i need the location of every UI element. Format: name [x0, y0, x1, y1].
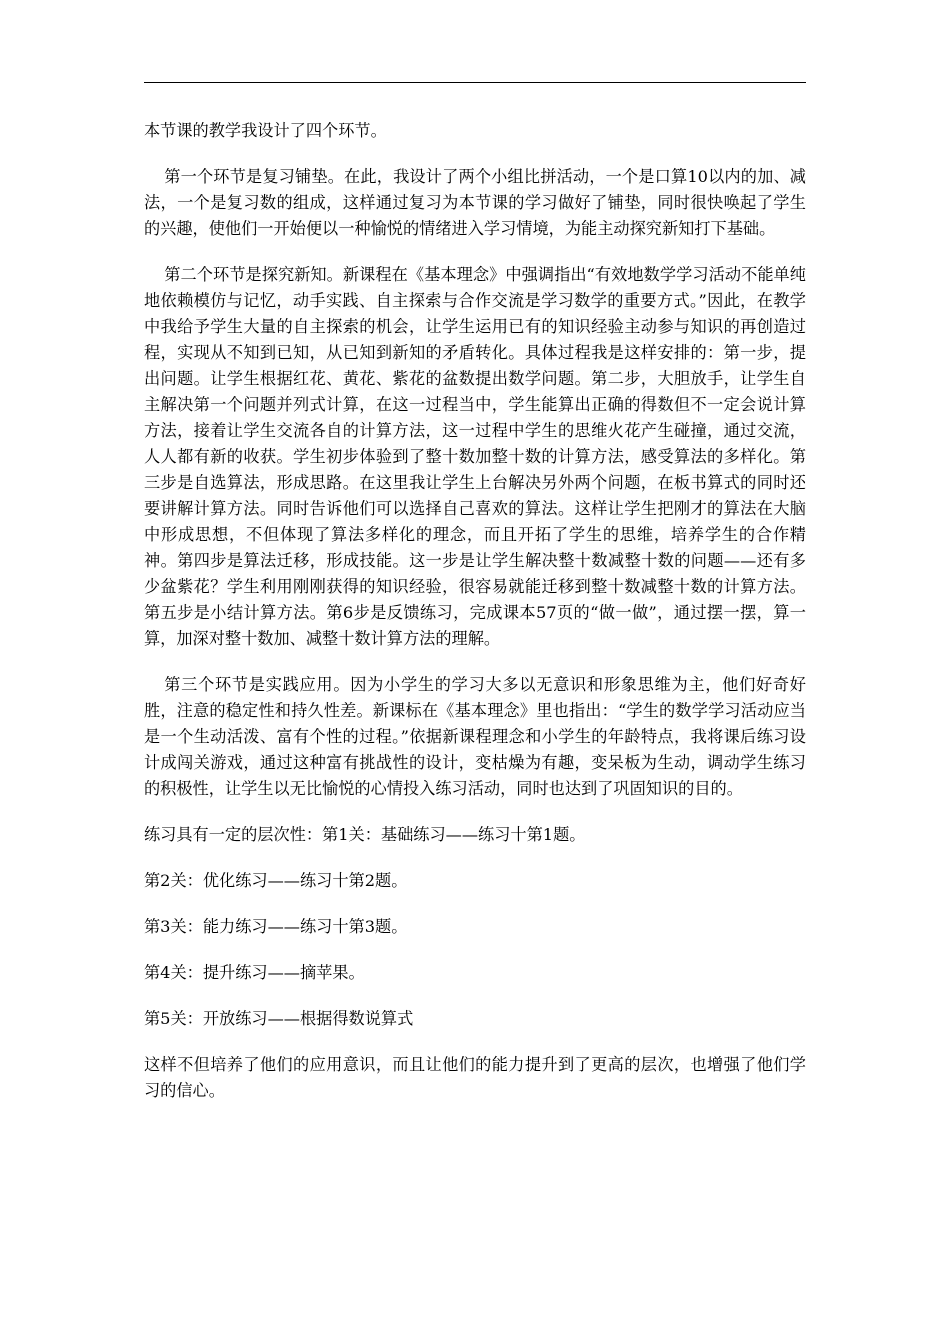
exercise-level-4: 第4关：提升练习——摘苹果。 — [144, 963, 365, 982]
intro-paragraph: 本节课的教学我设计了四个环节。 — [144, 121, 387, 140]
section-two-paragraph: 第二个环节是探究新知。新课程在《基本理念》中强调指出“有效地数学学习活动不能单纯地依赖模仿与记忆，动手实践、自主探索与合作交流是学习数学的重要方式。”因此，在教学中我给予学生大量的自主探索的机会，让学生运用已有的知识经验主动参与知识的再创造过程，实现从不知到已知，从已知到新知的矛盾转化。具体过程我是这样安排的：第一步，提出问题。让学生根据红花、黄花、紫花的盆数提出数学问题。第二步，大胆放手，让学生自主解决第一个问题并列式计算，在这一过程当中，学生能算出正确的得数但不一定会说计算方法，接着让学生交流各自的计算方法，这一过程中学生的思维火花产生碰撞，通过交流，人人都有新的收获。学生初步体验到了整十数加整十数的计算方法，感受算法的多样化。第三步是自选算法，形成思路。在这里我让学生上台解决另外两个问题，在板书算式的同时还要讲解计算方法。同时告诉他们可以选择自己喜欢的算法。这样让学生把刚才的算法在大脑中形成思想，不但体现了算法多样化的理念，而且开拓了学生的思维，培养学生的合作精神。第四步是算法迁移，形成技能。这一步是让学生解决整十数减整十数的问题——还有多少盆紫花？学生利用刚刚获得的知识经验，很容易就能迁移到整十数减整十数的计算方法。第五步是小结计算方法。第6步是反馈练习，完成课本57页的“做一做”，通过摆一摆，算一算，加深对整十数加、减整十数计算方法的理解。 — [144, 265, 806, 648]
header-rule — [144, 82, 806, 83]
exercise-level-1: 练习具有一定的层次性：第1关：基础练习——练习十第1题。 — [144, 825, 586, 844]
conclusion-paragraph: 这样不但培养了他们的应用意识，而且让他们的能力提升到了更高的层次，也增强了他们学习的信心。 — [144, 1055, 806, 1100]
section-three-paragraph: 第三个环节是实践应用。因为小学生的学习大多以无意识和形象思维为主，他们好奇好胜，注意的稳定性和持久性差。新课标在《基本理念》里也指出：“学生的数学学习活动应当是一个生动活泼、富有个性的过程。”依据新课程理念和小学生的年龄特点，我将课后练习设计成闯关游戏，通过这种富有挑战性的设计，变枯燥为有趣，变呆板为生动，调动学生练习的积极性，让学生以无比愉悦的心情投入练习活动，同时也达到了巩固知识的目的。 — [144, 675, 806, 798]
exercise-level-2: 第2关：优化练习——练习十第2题。 — [144, 871, 408, 890]
section-one-paragraph: 第一个环节是复习铺垫。在此，我设计了两个小组比拼活动，一个是口算10以内的加、减法，一个是复习数的组成，这样通过复习为本节课的学习做好了铺垫，同时很快唤起了学生的兴趣，使他们一开始便以一种愉悦的情绪进入学习情境，为能主动探究新知打下基础。 — [144, 167, 806, 238]
exercise-level-5: 第5关：开放练习——根据得数说算式 — [144, 1009, 414, 1028]
exercise-level-3: 第3关：能力练习——练习十第3题。 — [144, 917, 408, 936]
document-body — [144, 118, 806, 1124]
